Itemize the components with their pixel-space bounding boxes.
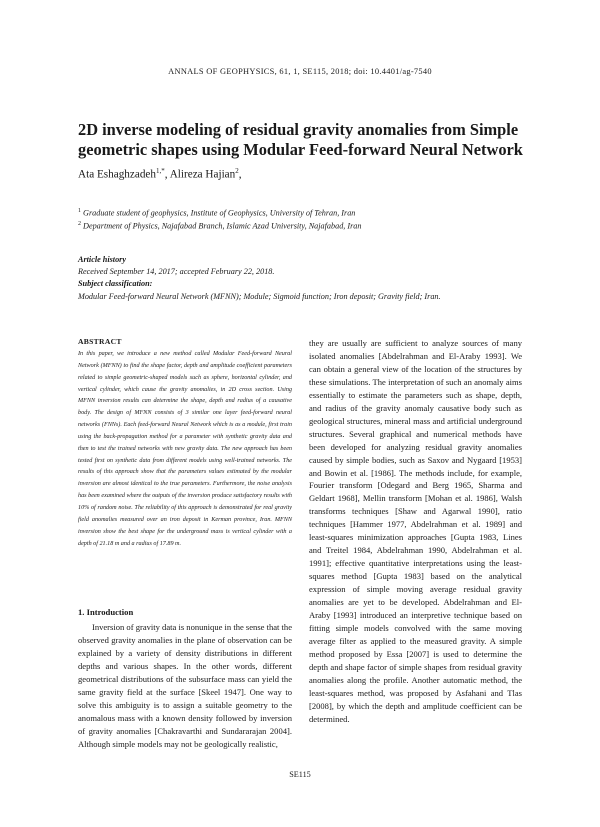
article-history-label: Article history	[78, 255, 126, 264]
affiliation-text: Department of Physics, Najafabad Branch, Islamic Azad University, Najafabad, Iran	[83, 221, 362, 231]
author-affiliation-marker: 2	[235, 167, 239, 175]
author-name: Alireza Hajian	[169, 168, 236, 181]
affiliation-number: 1	[78, 208, 81, 214]
article-history	[78, 254, 441, 303]
affiliation-number: 2	[78, 221, 81, 227]
article-history-dates: Received September 14, 2017; accepted February 22, 2018.	[78, 267, 275, 277]
body-text-right-column: they are usually are sufficient to analyze sources of many isolated anomalies [Abdelrahman and El-Araby 1993]. We can obtain a general view of the location of the structures by these simulations. The interpretation of such an anomaly aims essentially to estimate the parameters such as shape, depth, and radius of the gravity anomaly causative body such as geological structures, mineral mass and artificial underground structures. Several graphical and numerical methods have been developed for analyzing residual gravity anomalies caused by simple bodies, such as Saxov and Nygaard [1953] and Bowin et al. [1986]. The methods include, for example, Fourier transform [Odegard and Berg 1965, Sharma and Geldart 1968], Mellin transform [Mohan et al. 1986], Walsh transforms techniques [Shaw and Agarwal 1990], ratio techniques [Hammer 1977, Abdelrahman et al. 1989] and least-squares minimization approaches [Gupta 1983, Lines and Treitel 1984, Abdelrahman 1990, Abdelrahman et al. 1991]; effective quantitative interpretations using the least-squares method [Gupta 1983] based on the analytical expression of simple moving average residual gravity anomalies are yet to be developed. Abdelrahman and El-Araby [1993] introduced an interpretive technique based on fitting simple models convolved with the same moving average filter as applied to the measured gravity. A simple method proposed by Essa [2007] is used to determine the depth and shape factor of simple shapes from residual gravity anomalies along the profile. Another automatic method, the least-squares method, was proposed by Asfahani and Tlas [2008], by which the depth and amplitude coefficient can be determined.	[309, 338, 522, 724]
subject-classification-label: Subject classification:	[78, 279, 153, 289]
paper-title: 2D inverse modeling of residual gravity anomalies from Simple geometric shapes using Modular Feed-forward Neural Network	[78, 120, 523, 159]
section-heading: 1. Introduction	[78, 607, 134, 617]
body-text-left-column: Inversion of gravity data is nonunique in the sense that the observed gravity anomalies in the plane of observation can be explained by a variety of density distributions in different depths and various shapes. In the other words, different geometrical distributions of the subsurface mass can yield the same gravity field at the surface [Skeel 1947]. One way to solve this ambiguity is to assign a suitable geometry to the anomalous mass with a known density followed by inversion of gravity anomalies [Chakravarthi and Sundararajan 2004]. Although simple models may not be geologically realistic,	[78, 622, 292, 749]
keywords: Modular Feed-forward Neural Network (MFNN); Module; Sigmoid function; Iron deposit; Gravity field; Iran.	[78, 291, 441, 301]
abstract-body: In this paper, we introduce a new method called Modular Feed-forward Neural Network (MFNN) to find the shape factor, depth and amplitude coefficient parameters related to simple geometric-shaped models such as sphere, horizontal cylinder, and vertical cylinder, which cause the gravity anomalies, in 2D cross section. Using MFNN inversion results can determine the shape, depth and radius of a causative body. The design of MFNN consists of 3 similar one layer feed-forward neural networks (FNNs). Each feed-forward Neural Network which is as a module, first train using the back-propagation method for a parameter with synthetic gravity data and then to test the trained networks with new gravity data. The new approach has been tested first on synthetic data from different models using well-trained networks. The results of this approach show that the parameters values estimated by the modular inversion are almost identical to the true parameters. Furthermore, the noise analysis has been examined where the outputs of the inversion produce satisfactory results with 10% of random noise. The reliability of this approach is demonstrated for real gravity field anomalies measured over an iron deposit in Kerman province, Iran. MFNN inversion show the best shape for the underground mass is vertical cylinder with a depth of 21.18 m and a radius of 17.89 m.	[78, 351, 292, 547]
author-affiliation-marker: 1,*	[155, 167, 165, 175]
journal-header: ANNALS OF GEOPHYSICS, 61, 1, SE115, 2018; doi: 10.4401/ag-7540	[168, 67, 432, 76]
affiliation	[78, 208, 355, 218]
affiliation	[78, 221, 361, 231]
abstract-heading: ABSTRACT	[78, 337, 122, 346]
affiliation-text: Graduate student of geophysics, Institute of Geophysics, University of Tehran, Iran	[83, 208, 356, 218]
page-number: SE115	[289, 770, 311, 779]
author-list: Ata Eshaghzadeh$^{1,*}$, Alireza Hajian$^2$,	[78, 167, 242, 181]
author-name: Ata Eshaghzadeh	[78, 168, 156, 181]
